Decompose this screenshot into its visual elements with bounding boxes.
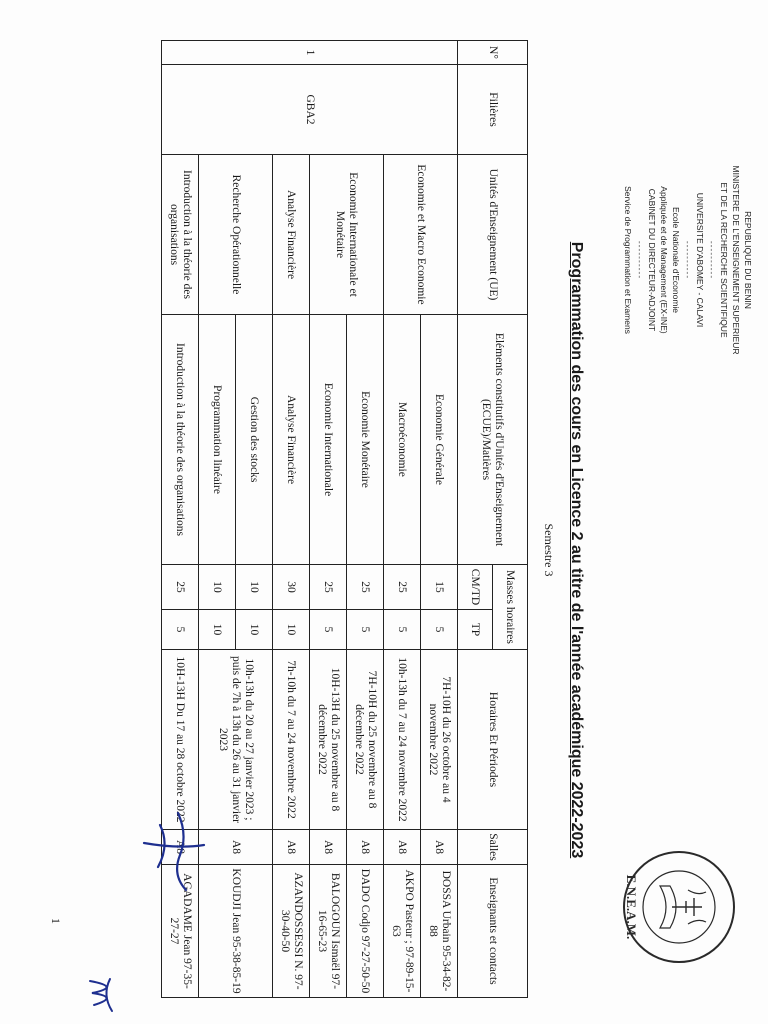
separator: ---------- (635, 240, 645, 280)
tp-cell: 5 (310, 610, 347, 650)
cmtd-cell: 10 (236, 565, 273, 610)
school-seal-stamp (620, 848, 738, 966)
enseignant-cell: AKPO Pasteur ; 97-89-15-63 (384, 865, 421, 998)
header-tp: TP (458, 610, 493, 650)
ministry-line-1: MINISTERE DE L'ENSEIGNEMENT SUPERIEUR (731, 165, 741, 355)
tp-cell: 10 (236, 610, 273, 650)
header-horaires: Horaires Et Périodes (458, 650, 528, 830)
cmtd-cell: 15 (421, 565, 458, 610)
service-name: Service de Programmation et Examens (623, 186, 633, 334)
ue-cell: Recherche Opérationnelle (199, 155, 273, 315)
republic-name: REPUBLIQUE DU BENIN (743, 211, 753, 309)
header-ue: Unités d'Enseignement (UE) (458, 155, 528, 315)
salle-cell: A8 (162, 830, 199, 865)
header-number: N° (458, 41, 528, 65)
page-number: 1 (49, 918, 63, 924)
table-row (347, 41, 384, 998)
ecue-cell: Programmation linéaire (199, 315, 236, 565)
tp-cell: 10 (199, 610, 236, 650)
cmtd-cell: 25 (347, 565, 384, 610)
document-title: Programmation des cours en Licence 2 au titre de l'année académique 2022-2023 (568, 241, 585, 859)
cmtd-cell: 10 (199, 565, 236, 610)
separator: ---------- (683, 240, 693, 280)
ecue-cell: Introduction à la théorie des organisations (162, 315, 199, 565)
enseignant-cell: KOUDJI Jean 95-38-85-19 (199, 865, 273, 998)
salle-cell: A8 (347, 830, 384, 865)
semester-label: Semestre 3 (542, 523, 556, 577)
course-schedule-table (161, 40, 528, 998)
salle-cell: A8 (421, 830, 458, 865)
header-cm-td: CM/TD (458, 565, 493, 610)
seal-lettering: E.N.E.A.M. (624, 874, 639, 940)
horaire-cell: 7H-10H du 25 novembre au 8 décembre 2022 (347, 650, 384, 830)
signature-mark (138, 805, 208, 895)
tp-cell: 5 (347, 610, 384, 650)
tp-cell: 10 (273, 610, 310, 650)
horaire-cell: 7H-10H du 26 octobre au 4 novembre 2022 (421, 650, 458, 830)
institution-header (622, 110, 754, 410)
ecue-cell: Analyse Financière (273, 315, 310, 565)
salle-cell: A8 (273, 830, 310, 865)
ministry-line-2: ET DE LA RECHERCHE SCIENTIFIQUE (719, 182, 729, 338)
cmtd-cell: 25 (310, 565, 347, 610)
salle-cell: A8 (384, 830, 421, 865)
school-line-1: Ecole Nationale d'Economie (671, 206, 681, 314)
separator: ---------- (707, 240, 717, 280)
ecue-cell: Economie Monétaire (347, 315, 384, 565)
header-enseignants: Enseignants et contacts (458, 865, 528, 998)
ecue-cell: Gestion des stocks (236, 315, 273, 565)
cmtd-cell: 25 (162, 565, 199, 610)
tp-cell: 5 (421, 610, 458, 650)
salle-cell: A8 (310, 830, 347, 865)
enseignant-cell: AZANDOSSESSI N. 97-30-40-50 (273, 865, 310, 998)
ue-cell: Economie Internationale et Monétaire (310, 155, 384, 315)
enseignant-cell: AGADAME Jean 97-35-27-27 (162, 865, 199, 998)
row-number: 1 (162, 41, 458, 65)
table-row (273, 41, 310, 998)
university-name: UNIVERSITE D'ABOMEY - CALAVI (695, 192, 705, 328)
salle-cell: A8 (199, 830, 273, 865)
cabinet-name: CABINET DU DIRECTEUR-ADJOINT (647, 188, 657, 332)
ue-cell: Economie et Macro Economie (384, 155, 458, 315)
filiere-cell: GBA2 (162, 65, 458, 155)
ecue-cell: Economie Générale (421, 315, 458, 565)
ue-cell: Introduction à la théorie des organisations (162, 155, 199, 315)
cmtd-cell: 30 (273, 565, 310, 610)
enseignant-cell: BALOGOUN Ismaël 97-16-65-23 (310, 865, 347, 998)
initials-mark (80, 975, 130, 1015)
table-row (236, 41, 273, 998)
horaire-cell: 10H-13H Du 17 au 28 octobre 2022 (162, 650, 199, 830)
horaire-cell: 7h-10h du 7 au 24 novembre 2022 (273, 650, 310, 830)
enseignant-cell: DADO Codjo 97-27-50-50 (347, 865, 384, 998)
header-filiere: Filières (458, 65, 528, 155)
ecue-cell: Economie Internationale (310, 315, 347, 565)
ecue-cell: Macroéconomie (384, 315, 421, 565)
tp-cell: 5 (384, 610, 421, 650)
horaire-cell: 10h-13h du 7 au 24 novembre 2022 (384, 650, 421, 830)
header-masses-horaires: Masses horaires (493, 565, 528, 650)
cmtd-cell: 25 (384, 565, 421, 610)
school-line-2: Appliquée et de Management (EX-INE) (659, 186, 669, 334)
horaire-cell: 10h-13h du 20 au 27 janvier 2023 ; puis de 7h à 13h du 26 au 31 janvier 2023 (199, 650, 273, 830)
horaire-cell: 10H-13H du 25 novembre au 8 décembre 2022 (310, 650, 347, 830)
ue-cell: Analyse Financière (273, 155, 310, 315)
header-salles: Salles (458, 830, 528, 865)
header-ecue: Eléments constitutifs d'Unités d'Enseignement (ECUE)/Matières (458, 315, 528, 565)
tp-cell: 5 (162, 610, 199, 650)
enseignant-cell: DOSSA Urbain 95-34-82-88 (421, 865, 458, 998)
table-row (421, 41, 458, 998)
